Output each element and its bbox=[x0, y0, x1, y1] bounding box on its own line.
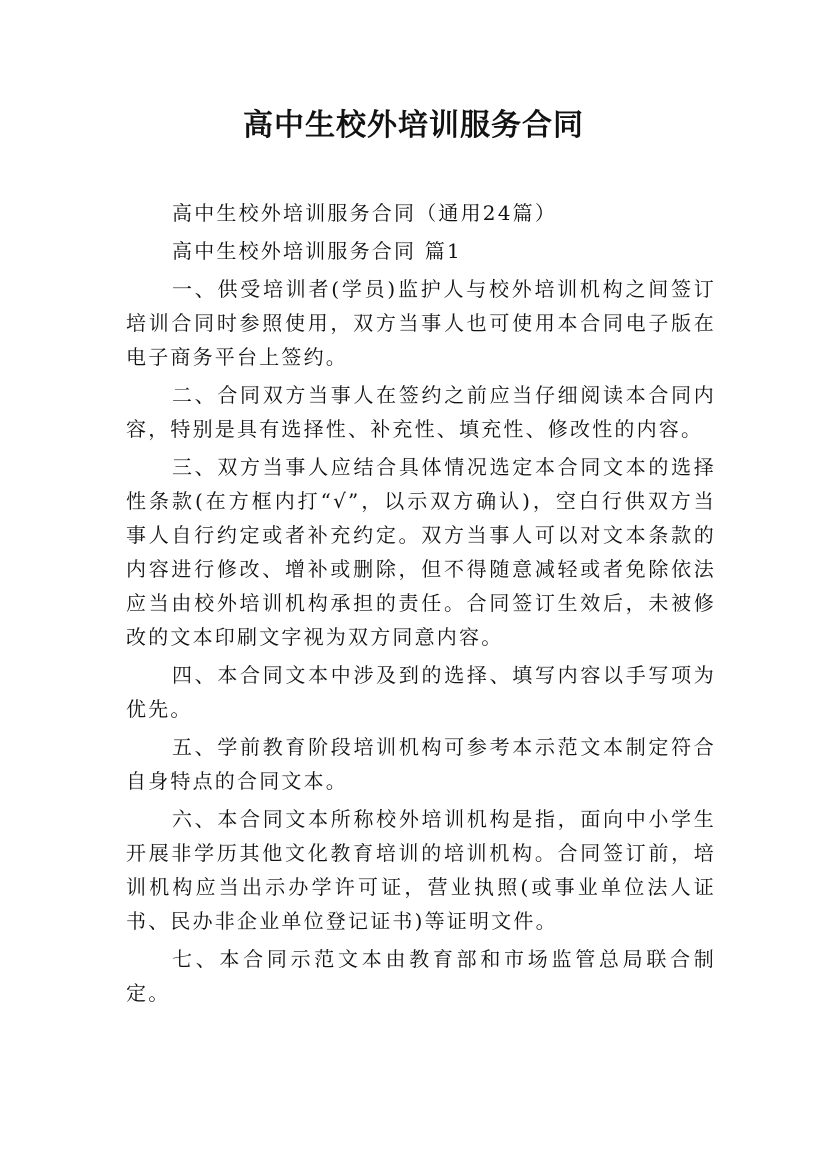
paragraph-4: 四、本合同文本中涉及到的选择、填写内容以手写项为优先。 bbox=[126, 663, 716, 721]
paragraph-3: 三、双方当事人应结合具体情况选定本合同文本的选择性条款(在方框内打“√”，以示双方确认)，空白行供双方当事人自行约定或者补充约定。双方当事人可以对文本条款的内容进行修改、增补或删除，但不得随意减轻或者免除依法应当由校外培训机构承担的责任。合同签订生效后，未被修改的文本印刷文字视为双方同意内容。 bbox=[126, 455, 716, 649]
paragraph-6: 六、本合同文本所称校外培训机构是指，面向中小学生开展非学历其他文化教育培训的培训机构。合同签订前，培训机构应当出示办学许可证，营业执照(或事业单位法人证书、民办非企业单位登记证书)等证明文件。 bbox=[126, 807, 716, 933]
paragraph-5: 五、学前教育阶段培训机构可参考本示范文本制定符合自身特点的合同文本。 bbox=[126, 735, 716, 793]
paragraph-2: 二、合同双方当事人在签约之前应当仔细阅读本合同内容，特别是具有选择性、补充性、填充性、修改性的内容。 bbox=[126, 383, 716, 441]
document-title: 高中生校外培训服务合同 bbox=[243, 108, 584, 143]
section-heading: 高中生校外培训服务合同 篇1 bbox=[172, 239, 462, 263]
document-subtitle: 高中生校外培训服务合同（通用24篇） bbox=[172, 201, 558, 225]
paragraph-7: 七、本合同示范文本由教育部和市场监管总局联合制定。 bbox=[126, 947, 716, 1005]
paragraph-1: 一、供受培训者(学员)监护人与校外培训机构之间签订培训合同时参照使用，双方当事人也可使用本合同电子版在电子商务平台上签约。 bbox=[126, 277, 716, 369]
document-body bbox=[126, 196, 716, 1014]
